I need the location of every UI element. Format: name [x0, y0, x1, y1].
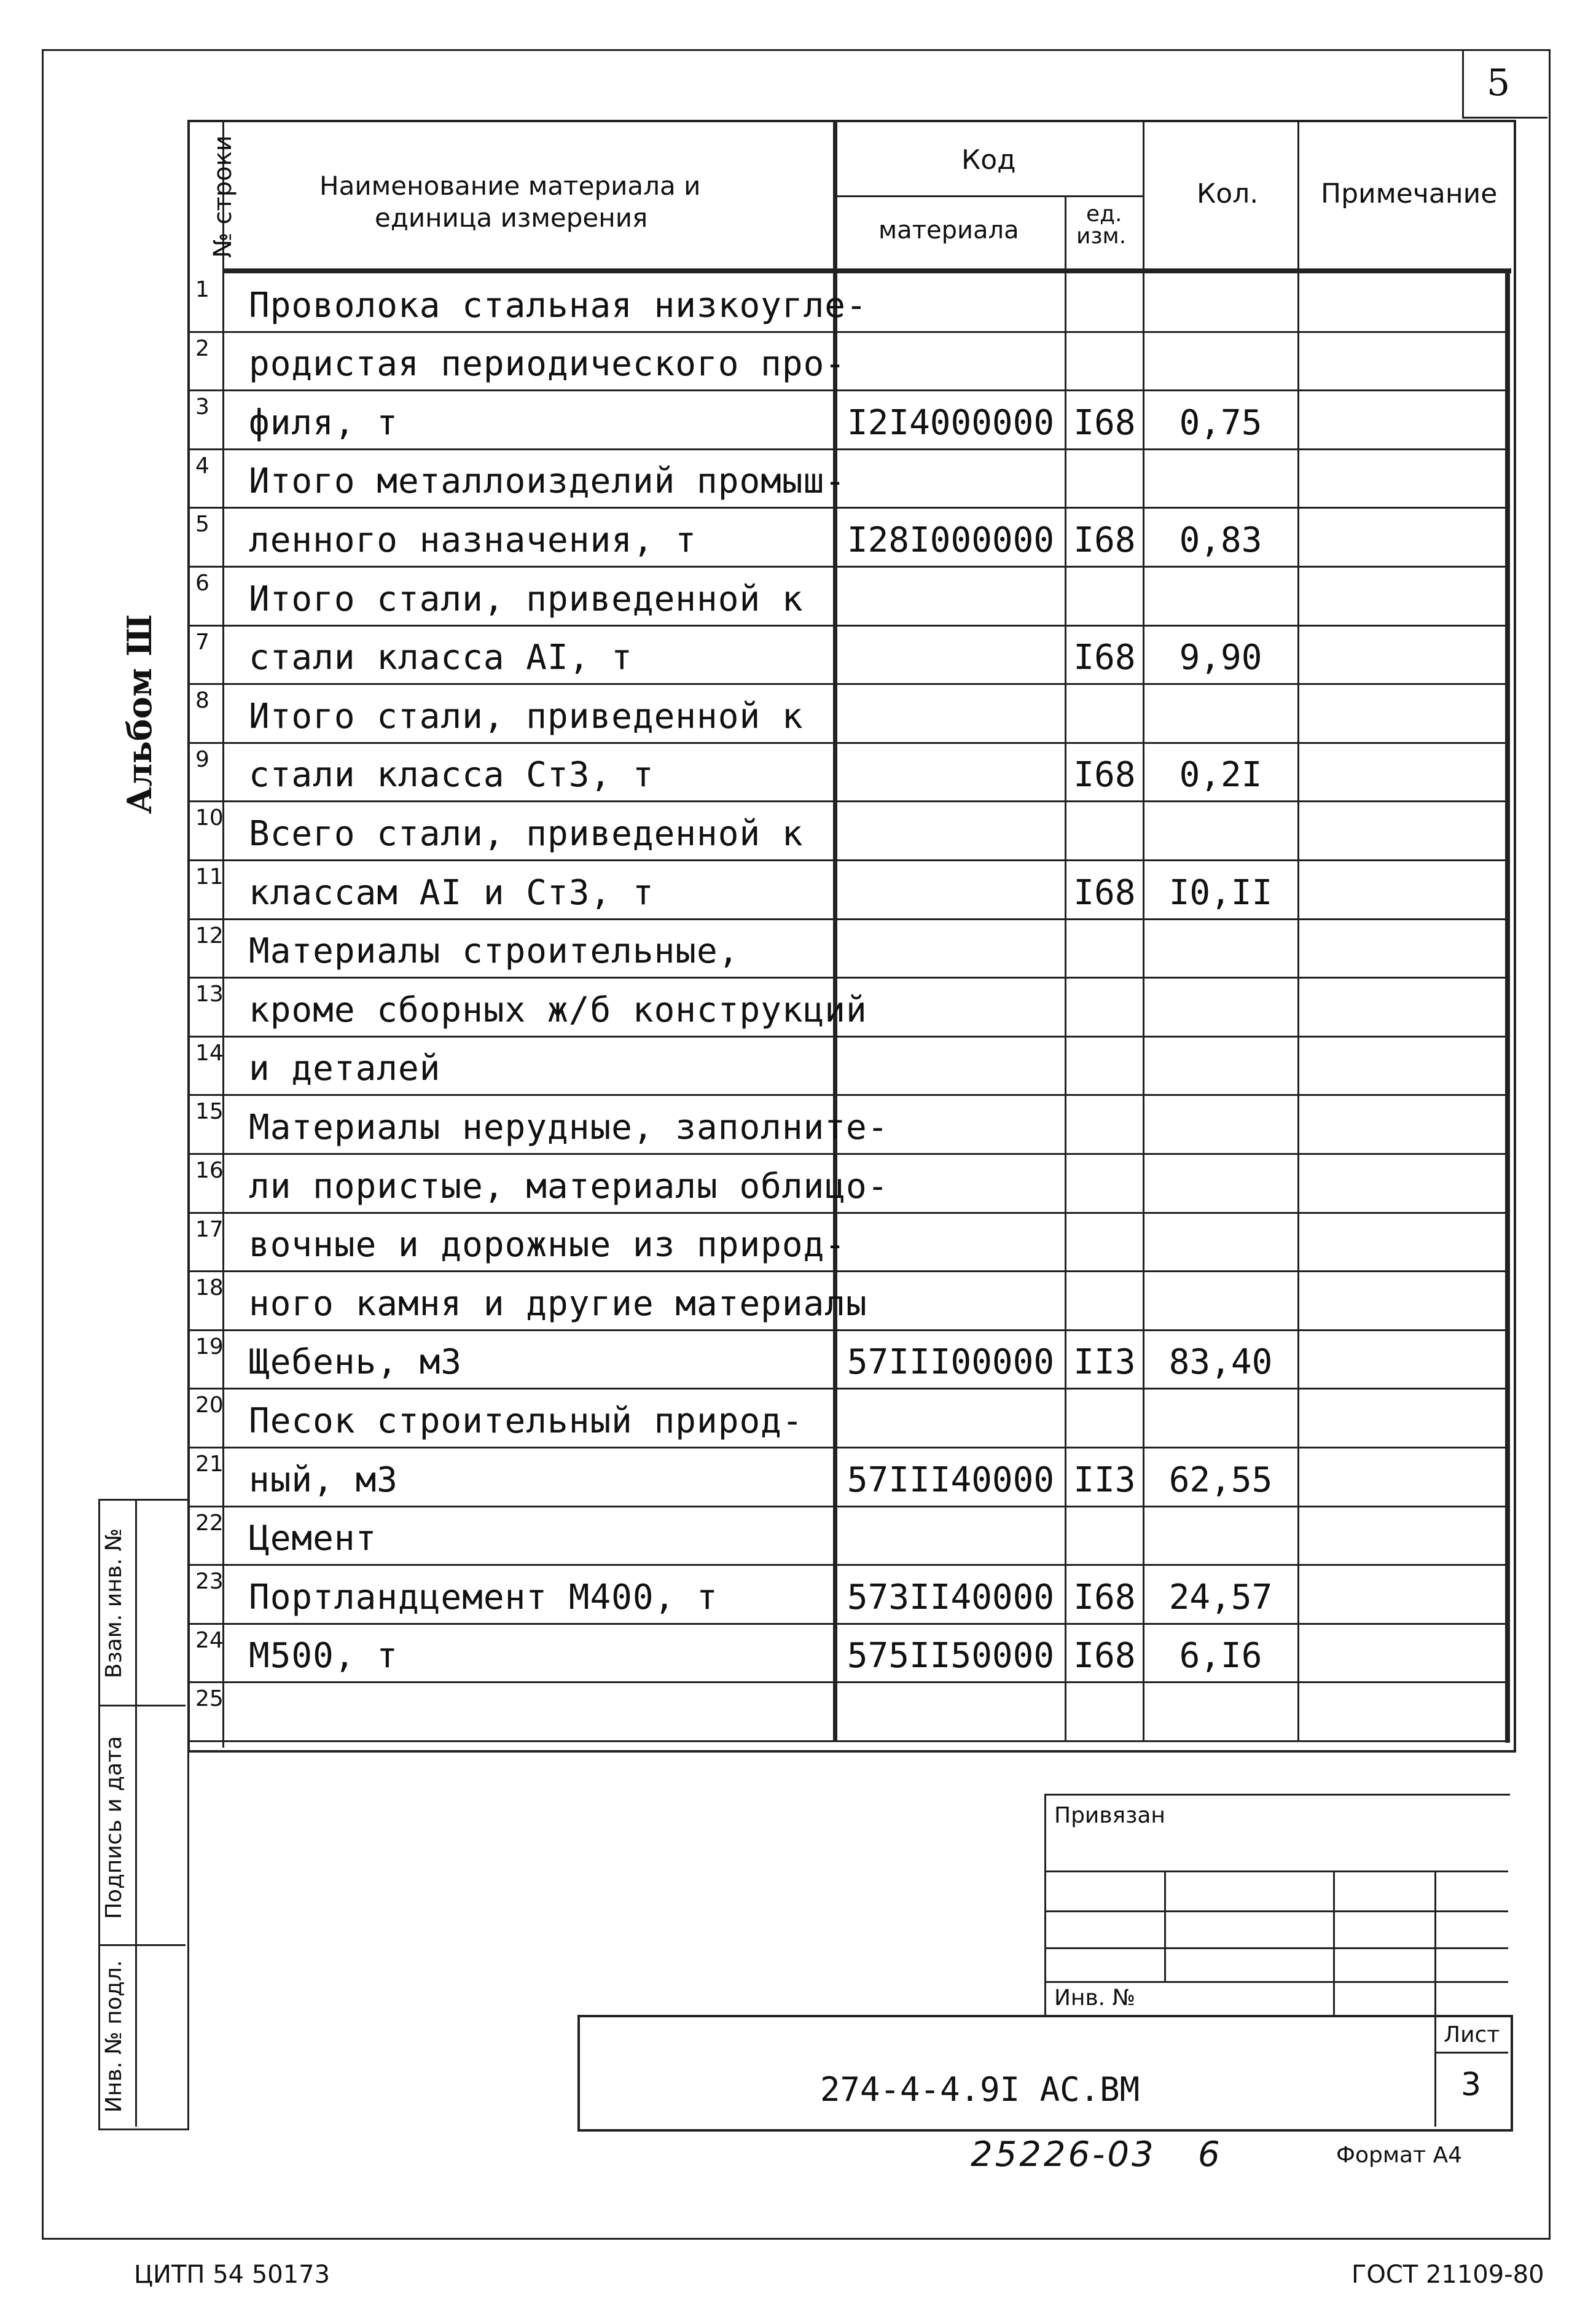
- row-number: 1: [195, 277, 209, 302]
- row-material-name: и деталей: [249, 1049, 441, 1089]
- row-material-name: ленного назначения, т: [249, 520, 697, 560]
- row-line: [187, 1036, 1509, 1038]
- header-material-name-2: единица измерения: [375, 203, 648, 233]
- row-material-name: Итого стали, приведенной к: [249, 696, 804, 737]
- row-code-unit: I68: [1073, 872, 1136, 913]
- row-material-name: Материалы нерудные, заполните-: [249, 1108, 889, 1147]
- row-line: [187, 977, 1509, 979]
- row-number: 9: [195, 746, 209, 772]
- row-number: 5: [195, 512, 209, 538]
- row-qty: 0,83: [1179, 520, 1262, 560]
- side-vzam: Взам. инв. №: [101, 1528, 127, 1679]
- stamp-h1: [1044, 1871, 1508, 1872]
- row-code-unit: II3: [1073, 1342, 1136, 1383]
- row-qty: 83,40: [1168, 1342, 1273, 1383]
- stamp-list-h: [1434, 2052, 1508, 2054]
- header-code-unit-2: изм.: [1076, 224, 1127, 249]
- row-code-unit: I68: [1073, 755, 1136, 796]
- row-code-material: I2I4000000: [847, 402, 1055, 443]
- row-material-name: родистая периодического про-: [249, 344, 847, 385]
- row-material-name: кроме сборных ж/б конструкций: [249, 990, 867, 1030]
- header-code-unit-1: ед.: [1086, 201, 1122, 227]
- footer-handwritten-num: 6: [1198, 2135, 1220, 2175]
- row-material-name: Итого металлоизделий промыш-: [249, 461, 847, 502]
- row-number: 18: [195, 1275, 224, 1301]
- row-number: 14: [195, 1040, 224, 1066]
- row-line: [187, 918, 1509, 920]
- row-code-unit: I68: [1073, 638, 1136, 678]
- row-qty: 62,55: [1168, 1460, 1273, 1500]
- row-number: 2: [195, 335, 209, 361]
- row-line: [187, 1212, 1509, 1214]
- row-line: [187, 1623, 1509, 1625]
- row-line: [187, 1094, 1509, 1096]
- col-line-code-unit: [1065, 197, 1066, 1742]
- row-line: [187, 1681, 1509, 1683]
- row-number: 3: [195, 394, 209, 420]
- row-line: [187, 625, 1509, 627]
- stamp-list-label: Лист: [1444, 2022, 1500, 2047]
- header-material-name-1: Наименование материала и: [319, 171, 701, 201]
- row-number: 23: [195, 1569, 224, 1595]
- row-code-material: 575II50000: [847, 1636, 1055, 1676]
- row-qty: I0,II: [1168, 872, 1273, 913]
- row-number: 6: [195, 571, 209, 596]
- row-line: [187, 859, 1509, 861]
- row-line: [187, 1740, 1509, 1742]
- stamp-h4: [1044, 1981, 1508, 1983]
- row-material-name: Цемент: [249, 1519, 377, 1559]
- footer-left: ЦИТП 54 50173: [134, 2261, 331, 2289]
- stamp-v2: [1333, 1871, 1335, 2015]
- header-note: Примечание: [1321, 178, 1498, 209]
- row-number: 15: [195, 1099, 224, 1125]
- header-code: Код: [961, 144, 1016, 176]
- row-code-material: 57III00000: [847, 1342, 1055, 1383]
- row-code-material: 57III40000: [847, 1460, 1055, 1500]
- row-number: 24: [195, 1627, 224, 1653]
- row-material-name: Песок строительный природ-: [249, 1401, 804, 1441]
- row-line: [187, 1564, 1509, 1566]
- header-qty: Кол.: [1197, 178, 1259, 209]
- row-material-name: вочные и дорожные из природ-: [249, 1225, 847, 1265]
- row-line: [187, 1329, 1509, 1331]
- stamp-h3: [1044, 1947, 1508, 1949]
- row-number: 4: [195, 453, 209, 479]
- row-code-unit: I68: [1073, 520, 1136, 560]
- row-qty: 0,75: [1179, 402, 1262, 443]
- header-bottom-line: [224, 268, 1511, 273]
- col-line-qty-note: [1297, 120, 1299, 1742]
- row-number: 11: [195, 864, 224, 889]
- row-line: [187, 331, 1509, 333]
- row-code-unit: I68: [1073, 402, 1136, 443]
- row-material-name: стали класса АI, т: [249, 638, 633, 678]
- row-number: 19: [195, 1334, 224, 1359]
- row-qty: 0,2I: [1179, 755, 1262, 796]
- row-material-name: Щебень, м3: [249, 1342, 463, 1383]
- header-code-divider: [833, 195, 1143, 197]
- row-number: 17: [195, 1216, 224, 1242]
- row-material-name: Итого стали, приведенной к: [249, 579, 804, 619]
- stamp-inv-no: Инв. №: [1054, 1985, 1136, 2011]
- row-material-name: Всего стали, приведенной к: [249, 814, 804, 854]
- row-line: [187, 1447, 1509, 1448]
- row-qty: 9,90: [1179, 638, 1262, 678]
- row-material-name: Материалы строительные,: [249, 931, 740, 972]
- footer-format: Формат А4: [1336, 2143, 1463, 2168]
- side-strip-divider: [135, 1499, 137, 2127]
- row-number: 7: [195, 629, 209, 655]
- row-line: [187, 389, 1509, 391]
- footer-right: ГОСТ 21109-80: [1352, 2261, 1544, 2289]
- row-number: 10: [195, 805, 224, 831]
- row-number: 20: [195, 1393, 224, 1418]
- row-line: [187, 448, 1509, 450]
- stamp-v1: [1164, 1871, 1166, 1981]
- row-material-name: Портландцемент М400, т: [249, 1577, 718, 1617]
- album-label: Альбом Ш: [120, 614, 159, 814]
- row-material-name: стали класса Ст3, т: [249, 755, 654, 796]
- row-line: [187, 1388, 1509, 1390]
- row-code-material: I28I000000: [847, 520, 1055, 560]
- row-qty: 6,I6: [1179, 1636, 1262, 1676]
- row-material-name: М500, т: [249, 1636, 399, 1676]
- row-number: 25: [195, 1686, 224, 1712]
- row-line: [187, 683, 1509, 685]
- row-material-name: ный, м3: [249, 1460, 399, 1500]
- col-line-unit-qty: [1143, 120, 1144, 1742]
- side-strip-h1: [98, 1705, 186, 1706]
- row-material-name: ли пористые, материалы облицо-: [249, 1166, 889, 1206]
- row-number: 13: [195, 982, 224, 1007]
- row-material-name: Проволока стальная низкоугле-: [249, 285, 867, 326]
- stamp-h2: [1044, 1910, 1508, 1912]
- footer-handwritten: 25226-03: [971, 2135, 1156, 2175]
- row-line: [187, 1153, 1509, 1155]
- row-line: [187, 566, 1509, 568]
- header-row-no: № строки: [209, 135, 237, 258]
- col-line-right-thick: [1505, 268, 1510, 1743]
- stamp-v3: [1434, 1871, 1436, 2015]
- side-strip-h2: [98, 1944, 186, 1946]
- page-number: 5: [1487, 61, 1511, 104]
- stamp-list-no: 3: [1461, 2066, 1482, 2103]
- row-number: 12: [195, 923, 224, 948]
- row-material-name: классам АI и Ст3, т: [249, 872, 654, 913]
- stamp-doc-code: 274-4-4.9I АС.ВМ: [820, 2070, 1140, 2109]
- row-code-unit: I68: [1073, 1636, 1136, 1676]
- row-code-unit: II3: [1073, 1460, 1136, 1500]
- row-line: [187, 507, 1509, 509]
- stamp-list-divider: [1434, 2015, 1436, 2127]
- header-code-material: материала: [878, 216, 1019, 244]
- side-podpis: Подпись и дата: [101, 1735, 127, 1920]
- row-number: 22: [195, 1510, 224, 1536]
- row-code-unit: I68: [1073, 1577, 1136, 1617]
- row-line: [187, 742, 1509, 744]
- row-number: 8: [195, 688, 209, 714]
- stamp-privyazan: Привязан: [1054, 1803, 1165, 1828]
- row-code-material: 573II40000: [847, 1577, 1055, 1617]
- row-material-name: ного камня и другие материалы: [249, 1283, 867, 1324]
- row-line: [187, 1506, 1509, 1507]
- row-line: [187, 800, 1509, 802]
- row-line: [187, 1270, 1509, 1272]
- row-number: 21: [195, 1452, 224, 1477]
- side-inv-podl: Инв. № подл.: [101, 1960, 127, 2113]
- row-material-name: филя, т: [249, 402, 399, 443]
- row-qty: 24,57: [1168, 1577, 1273, 1617]
- row-number: 16: [195, 1158, 224, 1183]
